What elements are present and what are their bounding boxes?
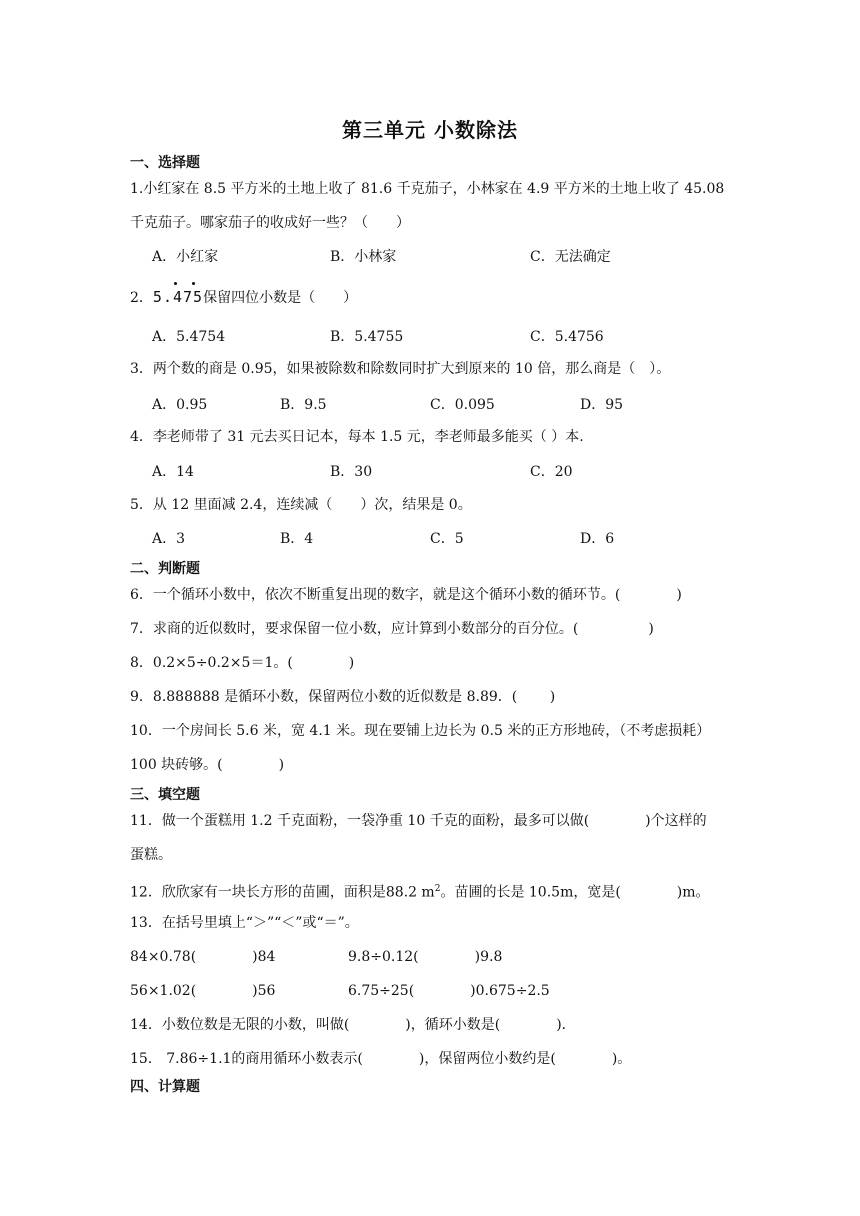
question-4-option-c: C．20: [530, 464, 573, 480]
question-1-line-2: 千克茄子。哪家茄子的收成好一些？（ ）: [130, 215, 410, 231]
question-13-text: 13．在括号里填上“＞”“＜”或“＝”。: [130, 915, 359, 931]
question-1-option-b: B．小林家: [330, 249, 397, 265]
question-2-number: 2．: [130, 290, 153, 306]
repeating-decimal: 5.475: [153, 288, 203, 306]
question-10-line-2: 100 块砖够。( ): [130, 757, 285, 773]
question-10-line-1: 10．一个房间长 5.6 米，宽 4.1 米。现在要铺上边长为 0.5 米的正方形地砖，（不考虑损耗）: [130, 723, 711, 739]
question-14-text: 14．小数位数是无限的小数，叫做( )，循环小数是( )．: [130, 1017, 576, 1033]
question-3-text: 3．两个数的商是 0.95，如果被除数和除数同时扩大到原来的 10 倍，那么商是（ ）。: [130, 361, 671, 377]
question-1-option-c: C．无法确定: [530, 249, 611, 265]
question-8-text: 8．0.2×5÷0.2×5＝1。( ): [130, 655, 355, 671]
page-title: 第三单元 小数除法: [342, 118, 518, 142]
question-6-text: 6．一个循环小数中，依次不断重复出现的数字，就是这个循环小数的循环节。( ): [130, 587, 682, 603]
question-12-text: 12．欣欣家有一块长方形的苗圃，面积是88.2 $m^2$。苗圃的长是 10.5m，宽是( )m。: [130, 884, 710, 901]
question-5-option-b: B．4: [280, 531, 314, 547]
question-2-option-b: B．5.4755: [330, 329, 404, 345]
question-1-line-1: 1.小红家在 8.5 平方米的土地上收了 81.6 千克茄子，小林家在 4.9 平方米的土地上收了 45.08: [130, 181, 725, 197]
question-13-row-2-left: 56×1.02( )56: [130, 983, 276, 999]
question-11-line-2: 蛋糕。: [130, 847, 172, 863]
question-4-text: 4．李老师带了 31 元去买日记本，每本 1.5 元，李老师最多能买（ ）本.: [130, 429, 584, 445]
question-3-option-b: B．9.5: [280, 397, 327, 413]
question-5-option-c: C．5: [430, 531, 464, 547]
question-11-line-1: 11．做一个蛋糕用 1.2 千克面粉，一袋净重 10 千克的面粉，最多可以做( )个这样的: [130, 813, 707, 829]
question-2-text: 保留四位小数是（ ）: [203, 290, 358, 306]
section-heading-fill-in: 三、填空题: [130, 787, 200, 803]
question-5-option-d: D．6: [580, 531, 615, 547]
question-13-row-1-left: 84×0.78( )84: [130, 949, 276, 965]
question-1-option-a: A．小红家: [152, 249, 219, 265]
question-3-option-d: D．95: [580, 397, 624, 413]
question-2-option-a: A．5.4754: [152, 329, 226, 345]
section-heading-judgement: 二、判断题: [130, 561, 200, 577]
question-4-option-a: A．14: [152, 464, 194, 480]
question-4-option-b: B．30: [330, 464, 373, 480]
question-2-option-c: C．5.4756: [530, 329, 604, 345]
repeat-dot-icon: [174, 282, 177, 285]
question-13-row-1-right: 9.8÷0.12( )9.8: [348, 949, 503, 965]
question-5-option-a: A．3: [152, 531, 186, 547]
repeat-dot-icon: [192, 282, 195, 285]
question-13-row-2-right: 6.75÷25( )0.675÷2.5: [348, 983, 550, 999]
question-5-text: 5．从 12 里面减 2.4，连续减（ ）次，结果是 0。: [130, 497, 472, 513]
question-3-option-a: A．0.95: [152, 397, 208, 413]
question-7-text: 7．求商的近似数时，要求保留一位小数，应计算到小数部分的百分位。( ): [130, 621, 654, 637]
question-3-option-c: C．0.095: [430, 397, 495, 413]
question-15-text: 15． 7.86÷1.1的商用循环小数表示( )，保留两位小数约是( )。: [130, 1051, 632, 1067]
superscript-two: 2: [434, 884, 441, 894]
section-heading-calculation: 四、计算题: [130, 1079, 200, 1095]
question-2-line: [130, 288, 357, 307]
section-heading-choice: 一、选择题: [130, 155, 200, 171]
question-9-text: 9．8.888888 是循环小数，保留两位小数的近似数是 8.89．( ): [130, 689, 556, 705]
